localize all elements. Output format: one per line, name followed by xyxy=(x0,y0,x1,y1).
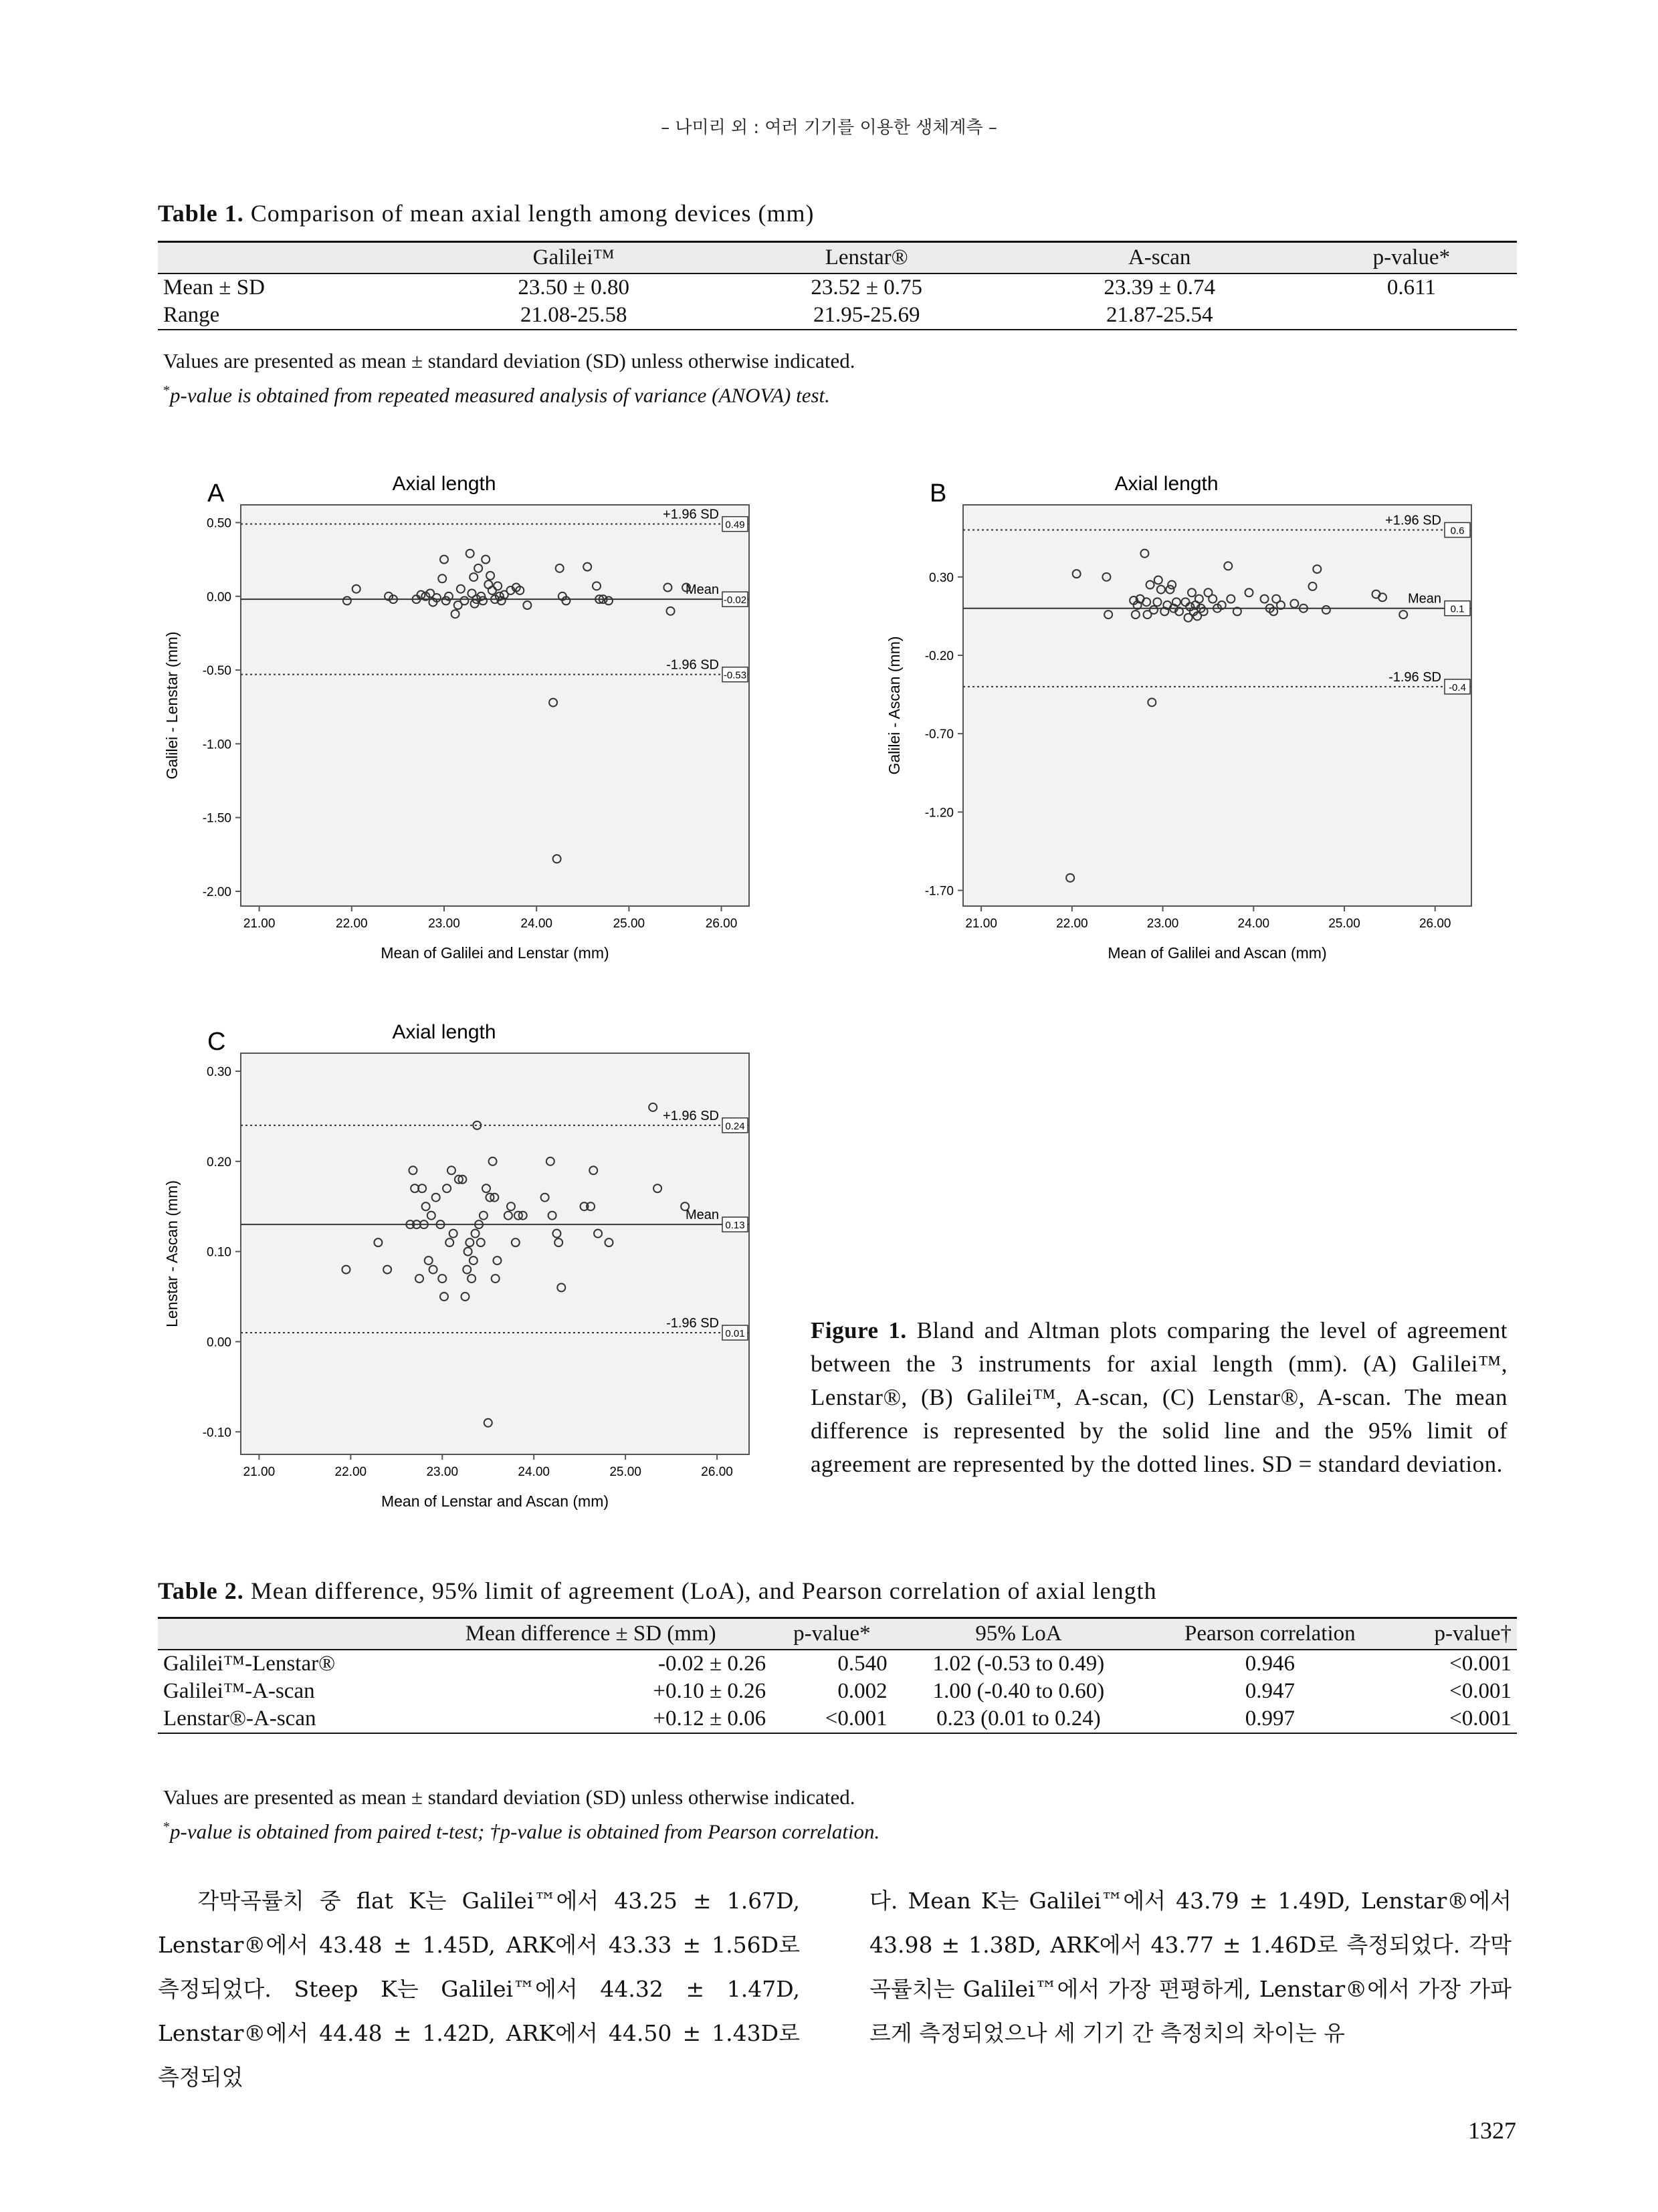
reference-value-label: 0.6 xyxy=(1450,525,1465,537)
bland-altman-plot-b xyxy=(876,455,1518,990)
t2-col-header: p-value† xyxy=(1395,1618,1517,1650)
running-header: – 나미리 외 : 여러 기기를 이용한 생체계측 – xyxy=(661,118,997,138)
y-tick-label: -1.50 xyxy=(202,811,231,826)
x-tick-label: 26.00 xyxy=(701,1465,733,1479)
t2-col-header: p-value* xyxy=(771,1618,893,1650)
x-tick-label: 21.00 xyxy=(243,917,276,931)
reference-line-label: -1.96 SD xyxy=(1388,669,1441,685)
panel-letter: B xyxy=(930,479,947,508)
reference-line-label: +1.96 SD xyxy=(1385,513,1441,528)
table-cell: 23.52 ± 0.75 xyxy=(811,275,923,300)
table1-label: Table 1. xyxy=(158,200,244,227)
y-tick-label: -0.10 xyxy=(202,1426,231,1440)
table-row xyxy=(158,1678,1517,1705)
x-tick-label: 21.00 xyxy=(243,1465,276,1479)
y-tick-label: -1.00 xyxy=(202,738,231,752)
table-cell: <0.001 xyxy=(1449,1706,1512,1731)
figure1-label: Figure 1. xyxy=(811,1317,907,1343)
reference-value-label: 0.1 xyxy=(1450,603,1465,615)
table-cell: +0.12 ± 0.06 xyxy=(653,1706,766,1731)
table1-note-1: Values are presented as mean ± standard deviation (SD) unless otherwise indicated. xyxy=(163,349,855,372)
x-tick-label: 24.00 xyxy=(520,917,552,931)
y-tick-label: -1.70 xyxy=(924,884,954,899)
table2-header-row xyxy=(158,1618,1517,1650)
table1-title: Comparison of mean axial length among devices (mm) xyxy=(250,200,815,227)
table-cell: Mean ± SD xyxy=(163,275,265,300)
y-tick-label: -2.00 xyxy=(202,885,231,899)
x-tick-label: 21.00 xyxy=(965,917,997,931)
table-cell: 23.39 ± 0.74 xyxy=(1104,275,1216,300)
figure1-caption xyxy=(811,1314,1508,1481)
reference-line-label: Mean xyxy=(1407,591,1441,606)
x-axis-label: Mean of Galilei and Lenstar (mm) xyxy=(381,944,609,962)
y-tick-label: -1.20 xyxy=(924,806,954,820)
table-cell: 21.87-25.54 xyxy=(1106,303,1213,327)
reference-line-label: -1.96 SD xyxy=(666,1315,719,1331)
bland-altman-plot-c xyxy=(154,1003,796,1538)
table-row xyxy=(158,1705,1517,1733)
y-tick-label: -0.50 xyxy=(202,664,231,679)
x-tick-label: 23.00 xyxy=(428,917,460,931)
x-tick-label: 25.00 xyxy=(609,1465,641,1479)
panel-letter: A xyxy=(207,479,225,508)
table-cell: <0.001 xyxy=(825,1706,888,1731)
reference-value-label: -0.4 xyxy=(1449,681,1466,693)
x-tick-label: 22.00 xyxy=(336,917,368,931)
plot-area xyxy=(963,505,1471,906)
table-cell: 1.02 (-0.53 to 0.49) xyxy=(932,1652,1105,1676)
bland-altman-plot-a xyxy=(154,455,796,990)
y-tick-label: -0.20 xyxy=(924,649,954,663)
table-cell: 0.23 (0.01 to 0.24) xyxy=(936,1706,1101,1731)
table1-caption xyxy=(158,199,815,227)
reference-line-label: +1.96 SD xyxy=(663,1108,719,1123)
x-tick-label: 26.00 xyxy=(1419,917,1451,931)
table-row xyxy=(158,1650,1517,1678)
table2-label: Table 2. xyxy=(158,1577,244,1604)
body-right-column: 다. Mean K는 Galilei™에서 43.79 ± 1.49D, Lenstar®에서 43.98 ± 1.38D, ARK에서 43.77 ± 1.46D로 측정되었다. 각막곡률치는 Galilei™에서 가장 편평하게, Lenstar®에서 가장 가파르게 측정되었으나 세 기기 간 측정치의 차이는 유 xyxy=(869,1888,1512,2046)
y-tick-label: 0.30 xyxy=(207,1065,231,1079)
table-cell: Range xyxy=(163,303,220,327)
x-axis-label: Mean of Lenstar and Ascan (mm) xyxy=(381,1492,609,1510)
table-cell: 0.002 xyxy=(837,1679,888,1703)
t1-col-header xyxy=(158,242,427,274)
page-number: 1327 xyxy=(1468,2117,1516,2144)
y-tick-label: 0.20 xyxy=(207,1155,231,1170)
table1-notes: Values are presented as mean ± standard deviation (SD) unless otherwise indicated. *p-value is obtained from repeated measured analysis of variance (ANOVA) test. xyxy=(163,346,855,410)
reference-line-label: -1.96 SD xyxy=(666,657,719,673)
y-tick-label: -0.70 xyxy=(924,728,954,742)
table-cell: Galilei™-A-scan xyxy=(163,1679,315,1703)
table-row xyxy=(158,302,1517,330)
table2-caption xyxy=(158,1577,1157,1605)
table-cell: 21.08-25.58 xyxy=(520,303,627,327)
chart-title: Axial length xyxy=(1114,473,1219,495)
reference-value-label: -0.02 xyxy=(723,594,747,606)
table-cell: +0.10 ± 0.26 xyxy=(653,1679,766,1703)
table-cell: 0.946 xyxy=(1245,1652,1295,1676)
x-axis-label: Mean of Galilei and Ascan (mm) xyxy=(1108,944,1327,962)
y-axis-label: Lenstar - Ascan (mm) xyxy=(163,1180,181,1327)
y-tick-label: 0.10 xyxy=(207,1245,231,1260)
table-cell: <0.001 xyxy=(1449,1679,1512,1703)
figure-panel-c xyxy=(154,1003,796,1541)
x-tick-label: 25.00 xyxy=(1328,917,1360,931)
t1-col-header: p-value* xyxy=(1306,242,1517,274)
x-tick-label: 25.00 xyxy=(613,917,645,931)
table-cell xyxy=(1306,302,1517,330)
reference-value-label: 0.24 xyxy=(725,1120,745,1132)
t1-col-header: A-scan xyxy=(1013,242,1306,274)
table-row xyxy=(158,273,1517,302)
body-left-column: 각막곡률치 중 flat K는 Galilei™에서 43.25 ± 1.67D, Lenstar®에서 43.48 ± 1.45D, ARK에서 43.33 ± 1.56D로 측정되었다. Steep K는 Galilei™에서 44.32 ± 1.47D, Lenstar®에서 44.48 ± 1.42D, ARK에서 44.50 ± 1.43D로 측정되었 xyxy=(158,1888,800,2090)
y-tick-label: 0.50 xyxy=(207,516,231,531)
t2-col-header: Mean difference ± SD (mm) xyxy=(410,1618,771,1650)
table-cell: <0.001 xyxy=(1449,1652,1512,1676)
table-cell: 23.50 ± 0.80 xyxy=(518,275,630,300)
table-cell: 0.611 xyxy=(1386,275,1436,300)
reference-line-label: Mean xyxy=(685,582,719,598)
figure1-text: Bland and Altman plots comparing the level of agreement between the 3 instruments for axial length (mm). (A) Galilei™, Lenstar®, (B) Galilei™, A-scan, (C) Lenstar®, A-scan. The mean difference is represented by the solid line and the 95% limit of agreement are represented by the dotted lines. SD = standard deviation. xyxy=(811,1317,1508,1477)
table-cell: 0.540 xyxy=(837,1652,888,1676)
table2-notes: Values are presented as mean ± standard deviation (SD) unless otherwise indicated. *p-value is obtained from paired t-test; †p-value is obtained from Pearson correlation. xyxy=(163,1783,879,1846)
table-cell: Galilei™-Lenstar® xyxy=(163,1652,336,1676)
figure-panel-a xyxy=(154,455,796,993)
x-tick-label: 22.00 xyxy=(1056,917,1088,931)
y-axis-label: Galilei - Lenstar (mm) xyxy=(163,631,181,780)
table2 xyxy=(158,1617,1517,1734)
figure-panel-b xyxy=(876,455,1518,993)
table2-title: Mean difference, 95% limit of agreement (LoA), and Pearson correlation of axial length xyxy=(250,1577,1157,1604)
table-cell: -0.02 ± 0.26 xyxy=(658,1652,766,1676)
table-cell: 1.00 (-0.40 to 0.60) xyxy=(932,1679,1105,1703)
plot-area xyxy=(241,505,749,906)
panel-letter: C xyxy=(207,1028,226,1056)
table2-note-2: p-value is obtained from paired t-test; †p-value is obtained from Pearson correlation. xyxy=(170,1819,880,1844)
table-cell: Lenstar®-A-scan xyxy=(163,1706,316,1731)
t1-col-header: Lenstar® xyxy=(720,242,1013,274)
x-tick-label: 23.00 xyxy=(426,1465,459,1479)
y-tick-label: 0.00 xyxy=(207,590,231,604)
table1 xyxy=(158,241,1517,330)
reference-value-label: 0.13 xyxy=(725,1220,745,1232)
t2-col-header: Pearson correlation xyxy=(1144,1618,1395,1650)
y-tick-label: 0.30 xyxy=(929,570,954,585)
chart-title: Axial length xyxy=(392,473,496,495)
x-tick-label: 22.00 xyxy=(334,1465,367,1479)
t2-col-header xyxy=(158,1618,410,1650)
table-cell: 0.997 xyxy=(1245,1706,1295,1731)
x-tick-label: 23.00 xyxy=(1146,917,1179,931)
t2-col-header: 95% LoA xyxy=(893,1618,1145,1650)
table-cell: 0.947 xyxy=(1245,1679,1295,1703)
x-tick-label: 24.00 xyxy=(1237,917,1270,931)
table2-note-1: Values are presented as mean ± standard deviation (SD) unless otherwise indicated. xyxy=(163,1785,855,1809)
table-cell: 21.95-25.69 xyxy=(813,303,920,327)
reference-value-label: -0.53 xyxy=(723,669,747,681)
y-axis-label: Galilei - Ascan (mm) xyxy=(886,636,903,775)
x-tick-label: 26.00 xyxy=(705,917,738,931)
reference-line-label: Mean xyxy=(685,1208,719,1223)
reference-line-label: +1.96 SD xyxy=(663,507,719,522)
chart-title: Axial length xyxy=(392,1021,496,1043)
x-tick-label: 24.00 xyxy=(518,1465,550,1479)
table1-note-2: p-value is obtained from repeated measured analysis of variance (ANOVA) test. xyxy=(170,383,830,407)
reference-value-label: 0.01 xyxy=(725,1327,745,1339)
t1-col-header: Galilei™ xyxy=(427,242,720,274)
table1-header-row xyxy=(158,242,1517,274)
y-tick-label: 0.00 xyxy=(207,1335,231,1350)
reference-value-label: 0.49 xyxy=(725,519,745,531)
